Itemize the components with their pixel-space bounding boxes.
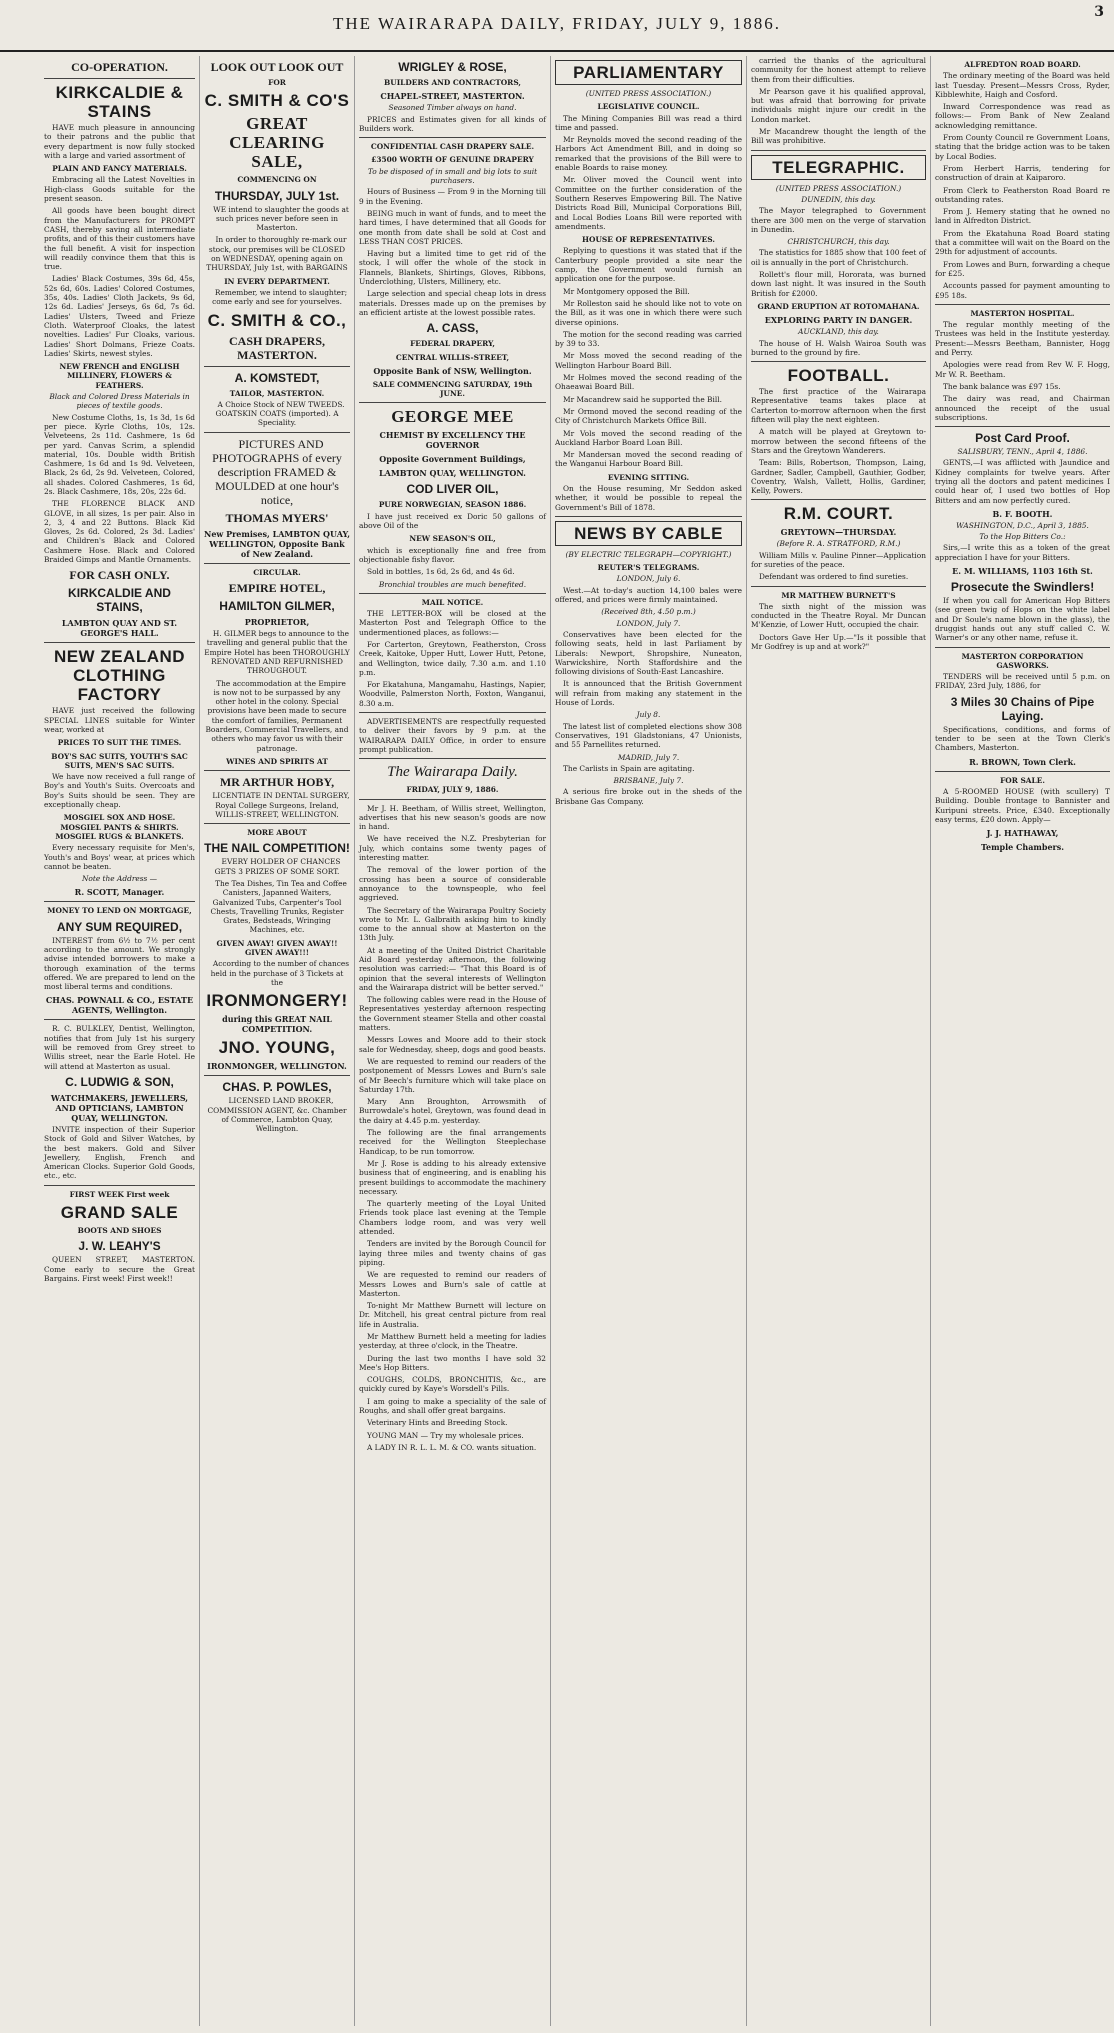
- divider: [204, 432, 350, 433]
- having-text: Having but a limited time to get rid of the stock, I will offer the whole of the stock in Flannels, Blankets, Shirtings, Gloves, Ribbons, Underclothing, Ulsters, Millinery, etc.: [359, 249, 546, 287]
- divider: [204, 366, 350, 367]
- divider: [204, 823, 350, 824]
- first-practice: The first practice of the Wairarapa Representative teams takes place at Carterton to-morrow afternoon when the first fifteen will play the next eighteen.: [751, 387, 926, 425]
- evening-sitting: EVENING SITTING.: [607, 472, 690, 482]
- queen-street: QUEEN STREET, MASTERTON. Come early to secure the Great Bargains. First week! First week!!: [44, 1255, 195, 1283]
- letter-box: THE LETTER-BOX will be closed at the Masterton Post and Telegraph Office to the undermentioned places, as follows:—: [359, 609, 546, 637]
- note-address: Note the Address —: [81, 874, 158, 884]
- divider: [359, 402, 546, 403]
- to-hop-bitters: To the Hop Bitters Co.:: [979, 532, 1066, 542]
- gilmer-text: H. GILMER begs to announce to the travelling and general public that the Empire Hotel has been THOROUGHLY RENOVATED AND REFURNISHED THROUGHOUT.: [204, 629, 350, 676]
- pyke-text: Mr Macandrew said he supported the Bill.: [563, 394, 722, 404]
- if-when: If when you call for American Hop Bitters (see green twig of Hops on the white label and Dr Soule's name blown in the glass), the druggist hands out any stuff called C. W. Warner's or any other name, refuse it.: [935, 596, 1110, 643]
- nail-competition: THE NAIL COMPETITION!: [204, 841, 350, 856]
- column-4: [551, 56, 747, 2026]
- post-card-proof: Post Card Proof.: [975, 431, 1070, 446]
- veterinary-news: Veterinary Hints and Breeding Stock.: [367, 1418, 508, 1428]
- chemist: CHEMIST BY EXCELLENCY THE GOVERNOR: [379, 430, 526, 451]
- statistics-text: The statistics for 1885 show that 100 feet of oil is annually in the port of Christchurch.: [751, 248, 926, 267]
- hamilton-gilmer: HAMILTON GILMER,: [219, 599, 335, 614]
- divider: [44, 78, 195, 79]
- williams-sign: E. M. WILLIAMS, 1103 16th St.: [952, 566, 1093, 577]
- new-premises: New Premises, LAMBTON QUAY, WELLINGTON, Opposite Bank of New Zealand.: [204, 528, 351, 559]
- any-sum-heading: ANY SUM REQUIRED,: [56, 919, 183, 934]
- wanganui-text: Mr Mandersan moved the second reading of the Wanganui Harbour Board Bill.: [555, 450, 742, 469]
- column-6: [931, 56, 1114, 2026]
- council-text: Mr. Oliver moved the Council went into Committee on the further consideration of the Southern Reserves Empowering Bill. The Native Districts Road Bill, Municipal Corporations Bill, and Local Bodies Loans Bill were reported with amendments.: [555, 175, 742, 231]
- charitable-news: At a meeting of the United District Charitable Aid Board yesterday afternoon, the following resolution was carried:— "That this Board is of opinion that the several interests of Wellington and the Wairarapa district will be better served.": [359, 945, 546, 992]
- grand-eruption: GRAND ERUPTION AT ROTOMAHANA.: [757, 301, 920, 311]
- column-5: [747, 56, 931, 2026]
- quarterly-news: The quarterly meeting of the Loyal United Friends took place last evening at the Temple Chambers lodge room, and was very well attended.: [359, 1199, 546, 1237]
- brown-sign: R. BROWN, Town Clerk.: [969, 756, 1076, 767]
- rm-court: R.M. COURT.: [783, 504, 894, 524]
- builders: BUILDERS AND CONTRACTORS,: [384, 78, 521, 87]
- sale-saturday: SALE COMMENCING SATURDAY, 19th JUNE.: [372, 379, 533, 399]
- ludwig-heading: C. LUDWIG & SON,: [65, 1074, 174, 1089]
- on-house: On the House resuming, Mr Seddon asked whether, it would be possible to repeal the Government's Bill of 1878.: [555, 483, 742, 512]
- goods-bought-text: All goods have been bought direct from the Manufacturers for PROMPT CASH, thereby saving all intermediate profits, and of this their customers have the full benefit. A visit for inspection will readily convince them that this is true.: [44, 206, 195, 272]
- grand-sale: GRAND SALE: [60, 1203, 179, 1223]
- pownall-sign: CHAS. POWNALL & CO., ESTATE AGENTS, Wellington.: [45, 995, 194, 1016]
- latest-text: The latest list of completed elections show 308 Conservatives, 191 Gladstonians, 47 Unionists, and 55 Parnellites returned.: [555, 721, 742, 750]
- during: during this GREAT NAIL COMPETITION.: [222, 1014, 332, 1035]
- divider: [359, 799, 546, 800]
- george-mee: GEORGE MEE: [391, 407, 514, 427]
- commencing: COMMENCING ON: [237, 175, 317, 185]
- dunedin-date: DUNEDIN, this day.: [801, 194, 876, 204]
- reynolds-text: Mr Reynolds moved the second reading of the Harbors Act Amendment Bill, and in doing so remarked that the provisions of the Bill were to enable Boards to raise money.: [555, 135, 742, 173]
- carlist-text: The Carlists in Spain are agitating.: [563, 763, 695, 773]
- wrigley-rose: WRIGLEY & ROSE,: [398, 60, 507, 74]
- divider: [935, 426, 1110, 427]
- mining-bill: The Mining Companies Bill was read a third time and passed.: [555, 113, 742, 132]
- new-season-oil: NEW SEASON'S OIL,: [409, 534, 496, 544]
- salisbury: SALISBURY, TENN., April 4, 1886.: [957, 447, 1088, 457]
- intend-text: WE intend to slaughter the goods at such prices never before seen in Masterton.: [213, 204, 349, 233]
- football-heading: FOOTBALL.: [787, 366, 890, 386]
- worth: £3500 WORTH OF GENUINE DRAPERY: [371, 155, 534, 165]
- hours: Hours of Business — From 9 in the Morning till 9 in the Evening.: [359, 187, 546, 206]
- token-text: Sirs,—I write this as a token of the great appreciation I have for your Bitters.: [935, 543, 1110, 562]
- gasworks-heading: MASTERTON CORPORATION GASWORKS.: [961, 651, 1084, 670]
- boots-shoes: BOOTS AND SHOES: [77, 1226, 162, 1236]
- bulkley-dentist: R. C. BULKLEY, Dentist, Wellington, notifies that from July 1st his surgery will be removed from Grey street to Willis street, near the Earle Hotel. He will attend at Masterton as usual.: [44, 1024, 195, 1071]
- hathaway-sign: J. J. HATHAWAY,: [986, 828, 1059, 839]
- cures-news: COUGHS, COLDS, BRONCHITIS, &c., are quickly cured by Kaye's Worsdell's Pills.: [359, 1375, 546, 1394]
- divider: [935, 771, 1110, 772]
- licensed-broker: LICENSED LAND BROKER, COMMISSION AGENT, &c. Chamber of Commerce, Lambton Quay, Wellington.: [207, 1096, 347, 1134]
- remember-text: Remember, we intend to slaughter; come early and see for yourselves.: [212, 287, 348, 307]
- mail-notice: MAIL NOTICE.: [421, 597, 484, 607]
- tenders-text: TENDERS will be received until 5 p.m. on FRIDAY, 23rd July, 1886, for: [935, 672, 1110, 691]
- bill-carried: Mr Ormond moved the second reading of the City of Christchurch Markets Office Bill.: [555, 406, 742, 426]
- choice-stock: A Choice Stock of NEW TWEEDS. GOATSKIN COATS (imported). A Speciality.: [215, 399, 345, 428]
- divider: [204, 563, 350, 564]
- auckland-date: AUCKLAND, this day.: [798, 327, 879, 337]
- accounts-passed: Accounts passed for payment amounting to £95 18s.: [935, 281, 1110, 300]
- smith-heading: C. SMITH & CO'S: [204, 91, 350, 111]
- beetham-news: Mr J. H. Beetham, of Willis street, Wellington, advertises that his new season's goods are now in hand.: [359, 803, 546, 832]
- divider: [204, 1075, 350, 1076]
- lambton-address: LAMBTON QUAY AND ST. GEORGE'S HALL.: [61, 618, 178, 639]
- christchurch-date: CHRISTCHURCH, this day.: [787, 237, 890, 247]
- specifications: Specifications, conditions, and forms of tender to be seen at the Town Clerk's Chambers, Masterton.: [935, 724, 1110, 753]
- divider: [359, 593, 546, 594]
- kirkcaldie-heading: KIRKCALDIE & STAINS: [55, 83, 184, 121]
- inward: Inward Correspondence was read as follows:— From Bank of New Zealand acknowledging remittance.: [935, 102, 1110, 130]
- fire-text: A serious fire broke out in the sheds of the Brisbane Gas Company.: [555, 787, 742, 806]
- requested-news: We are requested to remind our readers of the postponement of Messrs Lowes and Burn's sale of Mr Beech's furniture which will take place on Saturday 17th.: [359, 1056, 546, 1094]
- cash-drapers: CASH DRAPERS, MASTERTON.: [228, 333, 325, 362]
- large-selection: Large selection and special cheap lots in dress materials. Dresses made up on the premises by an efficient artiste at the lowest possible rates.: [359, 289, 546, 317]
- proprietor: PROPRIETOR,: [244, 617, 310, 628]
- replying-text: Replying to questions it was stated that if the Canterbury people provided a site near the camp, the Government would furnish an application one for the purpose.: [555, 246, 742, 284]
- clearing-sale: GREAT CLEARING SALE,: [229, 114, 325, 172]
- divider: [359, 758, 546, 759]
- watchmakers: WATCHMAKERS, JEWELLERS, AND OPTICIANS, LAMBTON QUAY, WELLINGTON.: [50, 1092, 189, 1123]
- opposite-bank: Opposite Bank of NSW, Wellington.: [373, 365, 532, 376]
- carried-text: carried the thanks of the agricultural community for the honest attempt to relieve them from their difficulties.: [751, 56, 926, 84]
- cable-copyright: (BY ELECTRIC TELEGRAPH—COPYRIGHT.): [565, 549, 732, 559]
- divider: [204, 770, 350, 771]
- dress-materials: Black and Colored Dress Materials in pieces of textile goods.: [49, 392, 190, 411]
- look-out: LOOK OUT LOOK OUT: [210, 60, 344, 74]
- disposed: To be disposed of in small and big lots to suit purchasers.: [367, 166, 538, 186]
- match-text: A match will be played at Greytown to-morrow between the second fifteens of the Stars and the Greytown Wanderers.: [751, 427, 926, 455]
- invite-text: INVITE inspection of their Superior Stock of Gold and Silver Watches, by the best makers. Gold and Silver Jewellery, English, French and American Clocks. Superior Gold Goods, etc., etc.: [44, 1124, 195, 1181]
- salvation-news: During the last two months I have sold 32 Mee's Hop Bitters.: [359, 1353, 546, 1372]
- gladstone-text: It is announced that the British Government will refrain from making any statement in the House of Lords.: [555, 679, 742, 708]
- daily-date: FRIDAY, JULY 9, 1886.: [406, 785, 499, 795]
- received: (Received 8th, 4.50 p.m.): [601, 607, 696, 617]
- cash-only: FOR CASH ONLY.: [69, 568, 170, 583]
- leahy-heading: J. W. LEAHY'S: [78, 1239, 161, 1254]
- mayor-text: The Mayor telegraphed to Government there are 300 men on the verge of starvation in Dunedin.: [751, 206, 926, 234]
- kirkcaldie-intro: HAVE much pleasure in announcing to their patrons and the public that every department is now fully stocked with a large and varied assortment of: [44, 123, 195, 160]
- madrid-date: MADRID, July 7.: [617, 752, 680, 762]
- harbour-news: Mr Matthew Burnett held a meeting for ladies yesterday, at three o'clock, in the Theatre.: [359, 1331, 546, 1351]
- in-order-text: In order to thoroughly re-mark our stock, our premises will be CLOSED on WEDNESDAY, opening again on THURSDAY, July 1st, with BARGAINS: [206, 235, 348, 273]
- mills-case: William Mills v. Pauline Pinner—Application for sureties of the peace.: [751, 550, 926, 569]
- komstedt: A. KOMSTEDT,: [234, 370, 320, 385]
- hop-bitters-text: Doctors Gave Her Up.—"Is it possible that Mr Godfrey is up and at work?": [751, 632, 926, 652]
- following-news: The following cables were read in the House of Representatives yesterday afternoon respecting the Government steamer Stella and other coastal matters.: [359, 995, 546, 1033]
- parsons-news: We have received the N.Z. Presbyterian for July, which contains some twenty pages of interesting matter.: [359, 834, 546, 863]
- being-text: BEING much in want of funds, and to meet the hard times, I have determined that all Goods for one month from date shall be sold at Cost and LESS THAN COST PRICES.: [359, 208, 546, 246]
- given-away: GIVEN AWAY! GIVEN AWAY!! GIVEN AWAY!!!: [216, 938, 338, 958]
- ulsters-list: Ladies' Black Costumes, 39s 6d, 45s, 52s 6d, 60s. Ladies' Colored Costumes, 35s, 40s. Ladies' Cloth Jackets, 9s 6d, 12s 6d. Ladies' Jerseys, 6s 6d, 7s 6d. Ladies' Ulsters, Tweed and Frieze Cloth. Waterproof Cloaks, the latest novelties. Ladies' Fur Cloaks, various. Ladies' Short Dolmans, Frieze Coats. Ladies' Skirts, newest styles.: [44, 274, 195, 358]
- plain-fancy: PLAIN AND FANCY MATERIALS.: [52, 164, 187, 174]
- burnett-news: To-night Mr Matthew Burnett will lecture on Dr. Mitchell, his great central picture from real life in Australia.: [359, 1301, 546, 1329]
- press-assoc: (UNITED PRESS ASSOCIATION.): [585, 89, 712, 98]
- telegraphic-heading: TELEGRAPHIC.: [751, 155, 926, 180]
- rollets-text: Rollett's flour mill, Hororata, was burned down last night. It was insured in the South British for £2000.: [751, 270, 926, 298]
- cooperation-heading: CO-OPERATION.: [71, 60, 168, 74]
- chapel-street: CHAPEL-STREET, MASTERTON.: [380, 91, 525, 102]
- conservatives-text: Conservatives have been elected for the following seats, held in last Parliament by Liberals: Newport, Shropshire, Nuneaton, Warwickshire, North Staffordshire and the following divisions of South-East Lancashire.: [555, 629, 742, 677]
- divider: [555, 516, 742, 517]
- every-dept: IN EVERY DEPARTMENT.: [224, 276, 330, 286]
- news-by-cable: NEWS BY CABLE: [555, 521, 742, 546]
- tailor: TAILOR, MASTERTON.: [229, 388, 325, 398]
- divider: [359, 137, 546, 138]
- pictures: PICTURES AND PHOTOGRAPHS of every description FRAMED & MOULDED at one hour's notice,: [212, 436, 342, 507]
- exploring-party: EXPLORING PARTY IN DANGER.: [764, 315, 913, 326]
- july8: July 8.: [636, 710, 661, 720]
- prosecute: Prosecute the Swindlers!: [950, 580, 1095, 595]
- column-2: [200, 56, 355, 2026]
- lambton-quay: LAMBTON QUAY, WELLINGTON.: [379, 468, 526, 479]
- gents-text: GENTS,—I was afflicted with Jaundice and Kidney complaints for twelve years. After trying all the doctors and patent medicines I could hear of, I used two bottles of Hop Bitters and am now perfectly cured.: [935, 458, 1110, 505]
- lady-news: A LADY IN R. L. L. M. & CO. wants situation.: [367, 1442, 537, 1452]
- advertisements: ADVERTISEMENTS are respectfully requested to deliver their favors by 9 p.m. at the WAIRARAPA DAILY Office, in order to ensure prompt publication.: [359, 717, 546, 754]
- bronchial: Bronchial troubles are much benefited.: [378, 579, 527, 589]
- daily-title: The Wairarapa Daily.: [387, 764, 518, 781]
- burnett-heading: MR MATTHEW BURNETT'S: [781, 590, 896, 600]
- legislative-council: LEGISLATIVE COUNCIL.: [597, 102, 700, 112]
- powles: CHAS. P. POWLES,: [222, 1080, 332, 1095]
- wines-spirits: WINES AND SPIRITS AT: [226, 756, 328, 766]
- arndt-news: Mary Ann Broughton, Arrowsmith of Burrowdale's hotel, Greytown, was found dead in the dairy at 4.45 p.m. yesterday.: [359, 1097, 546, 1125]
- masthead: [0, 0, 1114, 52]
- circular: CIRCULAR.: [253, 567, 301, 577]
- carterton-mail: For Carterton, Greytown, Featherston, Cross Creek, Kaitoke, Upper Hutt, Lower Hutt, Petone, and Wellington, twice daily, 7.30 a.m. and 1.10 p.m.: [359, 639, 546, 677]
- lowes-cheque: From Lowes and Burn, forwarding a cheque for £25.: [935, 259, 1110, 278]
- macandrew-text: Mr Macandrew thought the length of the Bill was prohibitive.: [751, 127, 926, 146]
- rose-news: Mr J. Rose is adding to his already extensive business that of engineering, and is enabling his present buildings to accommodate the machinery necessary.: [359, 1158, 546, 1196]
- every-holder: EVERY HOLDER OF CHANCES GETS 3 PRIZES OF SOME SORT.: [214, 857, 341, 876]
- ordinary-meeting: The ordinary meeting of the Board was held last Tuesday. Present—Messrs Cross, Ryder, Kibblewhite, Haigh and Cosford.: [935, 71, 1110, 99]
- hospital-meeting: The regular monthly meeting of the Trustees was held in the Institute yesterday. Present:—Messrs Beetham, Bannister, Hogg and Perry.: [935, 320, 1110, 358]
- every-necessary: Every necessary requisite for Men's, Youth's and Boys' wear, at prices which cannot be beaten.: [44, 843, 195, 871]
- youths-text: We have now received a full range of Boy's and Youth's Suits. Overcoats and Boy's Suits should be seen. They are exceptionally cheap.: [44, 772, 195, 810]
- thursday: THURSDAY, JULY 1st.: [214, 188, 340, 203]
- central-willis: CENTRAL WILLIS-STREET,: [395, 352, 510, 362]
- more-about: MORE ABOUT: [247, 828, 307, 838]
- rough-news: I am going to make a speciality of the sale of Roughs, and shall offer great bargains.: [359, 1396, 546, 1416]
- clerk-featherston: From Clerk to Featherston Road Board re outstanding rates.: [935, 185, 1110, 204]
- at-nail: According to the number of chances held in the purchase of 3 Tickets at the: [210, 959, 350, 987]
- secretary-news: The Secretary of the Wairarapa Poultry Society wrote to Mr. L. Galbraith asking him to kindly come to the annual show at Masterton on the 13th July.: [359, 905, 546, 943]
- divider: [751, 150, 926, 151]
- masthead-title: THE WAIRARAPA DAILY, FRIDAY, JULY 9, 1886.: [332, 14, 782, 33]
- column-1: [40, 56, 200, 2026]
- divider: [359, 712, 546, 713]
- house-reps: HOUSE OF REPRESENTATIVES.: [582, 235, 715, 245]
- divider: [751, 361, 926, 362]
- otago-text: Mr Vols moved the second reading of the Auckland Harbor Board Loan Bill.: [555, 428, 742, 447]
- divider: [44, 642, 195, 643]
- apologies: Apologies were read from Rev W. F. Hogg, Mr W. R. Beetham.: [935, 360, 1110, 379]
- sureties: Defendant was ordered to find sureties.: [759, 572, 909, 582]
- supported-text: Mr Pearson gave it his qualified approval, but was afraid that borrowing for private individuals might injure our credit in the London market.: [751, 86, 926, 124]
- walsh-text: The house of H. Walsh Wairoa South was burned to the ground by fire.: [751, 338, 926, 357]
- special-lines: HAVE just received the following SPECIAL LINES suitable for Winter wear, worked at: [44, 706, 195, 734]
- london-date: LONDON, July 6.: [616, 574, 681, 584]
- ekatahuna-board: From the Ekatahuna Road Board stating that a committee will wait on the Board on the 29th for adjustment of accounts.: [935, 228, 1110, 257]
- interest-text: INTEREST from 6½ to 7½ per cent according to the amount. We strongly advise intended borrowers to make a thorough examination of the terms offered. We are prepared to lend on the most liberal terms and conditions.: [44, 935, 195, 992]
- manch-text: Mr Moss moved the second reading of the Wellington Harbour Board Bill.: [555, 351, 742, 370]
- divider: [935, 304, 1110, 305]
- thomas-myers: THOMAS MYERS': [225, 510, 329, 525]
- temple-chambers: Temple Chambers.: [980, 842, 1065, 853]
- washington: WASHINGTON, D.C., April 3, 1885.: [956, 520, 1089, 530]
- pipe-laying: 3 Miles 30 Chains of Pipe Laying.: [950, 694, 1095, 723]
- divider: [44, 901, 195, 902]
- costume-cloths: New Costume Cloths, 1s, 1s 3d, 1s 6d per piece. Kyrle Cloths, 10s, 12s. Velveteens, 2s 11d. Cashmere, 1s 6d per yard. Canvas Scrim, a splendid material, 10s. Double width British Cashmere, 1s 6d and 1s 9d. Velveteen, Black, 2s 6d, 2s 9d. Velveteen, Colored, all shades. Colored Cashmeres, 1s 6d, 2s. Black Cashmere, 18s, 20s, 22s 6d.: [44, 412, 195, 496]
- tenders-news: Tenders are invited by the Borough Council for laying three miles and twenty chains of gas piping.: [359, 1239, 546, 1267]
- page-number: 3: [1094, 4, 1104, 20]
- divider: [751, 586, 926, 587]
- column-3: [355, 56, 551, 2026]
- smith-sign: C. SMITH & CO.,: [207, 310, 347, 330]
- florence-gloves: THE FLORENCE BLACK AND GLOVE, in all sizes, 1s per pair. Also in 2, 3, 4 and 22 Buttons. Black Kid Gloves, 2s 6d. Colored, 2s 3d. Ladies' and Children's Black and Colored Cashmere Hose. Black and Colored Braided Gimps and Mantle Ornaments.: [44, 499, 195, 565]
- sold-bottles: Sold in bottles, 1s 6d, 2s 6d, and 4s 6d.: [367, 567, 515, 577]
- tender-drain: From Herbert Harris, tendering for construction of drain at Kaiparoro.: [935, 163, 1110, 183]
- federal-drapery: FEDERAL DRAPERY,: [410, 339, 495, 349]
- london7-date: LONDON, July 7.: [616, 618, 681, 628]
- tea-dishes: The Tea Dishes, Tin Tea and Coffee Canisters, Japanned Waiters, Galvanized Tubs, Carpenter's Tool Chests, Travelling Trunks, Register Grates, Bedsteads, Wringing Machines, etc.: [210, 878, 347, 935]
- divider: [44, 1019, 195, 1020]
- young-man-news: YOUNG MAN — Try my wholesale prices.: [367, 1430, 524, 1440]
- hemery: From J. Hemery stating that he owned no land in Alfredton District.: [935, 207, 1110, 226]
- divider: [44, 1185, 195, 1186]
- before-rm: (Before R. A. STRATFORD, R.M.): [776, 539, 901, 549]
- prices-heading: PRICES TO SUIT THE TIMES.: [57, 738, 182, 748]
- for-text: FOR: [268, 78, 286, 87]
- money-heading: MONEY TO LEND ON MORTGAGE,: [47, 906, 192, 916]
- kirkcaldie-sign: KIRKCALDIE AND STAINS,: [68, 586, 171, 615]
- embracing-text: Embracing all the Latest Novelties in High-class Goods suitable for the present season.: [44, 175, 195, 204]
- opposite-govt: Opposite Government Buildings,: [379, 454, 526, 465]
- booth-sign: B. F. BOOTH.: [992, 508, 1053, 519]
- reuters: REUTER'S TELEGRAMS.: [597, 563, 700, 573]
- ironmonger: IRONMONGER, WELLINGTON.: [207, 1061, 347, 1072]
- bank-balance: The bank balance was £97 15s.: [943, 381, 1061, 391]
- jno-young: JNO. YOUNG,: [218, 1038, 336, 1058]
- for-sale: FOR SALE.: [1000, 775, 1045, 785]
- concert-news: The following are the final arrangements received for the Wellington Steeplechase Handicap, to be run tomorrow.: [359, 1128, 546, 1156]
- alfredton-heading: ALFREDTON ROAD BOARD.: [964, 60, 1081, 69]
- confidential-sale: CONFIDENTIAL CASH DRAPERY SALE.: [370, 142, 535, 152]
- removal-news: The removal of the lower portion of the crossing has been a source of considerable annoyance to the townspeople, who feel aggrieved.: [359, 865, 546, 903]
- divider: [751, 499, 926, 500]
- masterton-hospital: MASTERTON HOSPITAL.: [970, 308, 1075, 318]
- scott-manager: R. SCOTT, Manager.: [74, 887, 165, 898]
- ironmongery: IRONMONGERY!: [206, 991, 348, 1011]
- divider: [935, 647, 1110, 648]
- arthur-hoby: MR ARTHUR HOBY,: [219, 775, 335, 790]
- have-just: I have just received ex Doric 50 gallons of above Oil of the: [359, 511, 546, 531]
- seasoned-timber: Seasoned Timber always on hand.: [388, 103, 517, 113]
- moore-news: Messrs Lowes and Moore add to their stock sale for Wednesday, sheep, dogs and good beasts.: [359, 1035, 546, 1054]
- brisbane-date: BRISBANE, July 7.: [613, 776, 684, 786]
- empire-hotel: EMPIRE HOTEL,: [228, 581, 326, 596]
- house-text: A 5-ROOMED HOUSE (with scullery) T Building. Double frontage to Bannister and Kuripuni streets. Price, £340. Exceptionally easy terms, £20 down. Apply—: [935, 786, 1110, 824]
- accommodation: The accommodation at the Empire is now not to be surpassed by any other hotel in the colony. Special provisions have been made to secure the comfort of families, Permanent Boarders, Commercial Travellers, and others who may favor us with their patronage.: [205, 678, 349, 753]
- county-council: From County Council re Government Loans, stating that the bridge action was to be taken by Local Bodies.: [935, 133, 1110, 161]
- requested2-news: We are requested to remind our readers of Messrs Lowes and Burn's sale of cattle at Masterton.: [359, 1270, 546, 1298]
- first-week: FIRST WEEK First week: [69, 1189, 170, 1199]
- clothing-factory-heading: NEW ZEALAND CLOTHING FACTORY: [53, 647, 186, 705]
- greytown-thursday: GREYTOWN—THURSDAY.: [780, 527, 897, 538]
- parliamentary-heading: PARLIAMENTARY: [555, 60, 742, 85]
- mission-text: The sixth night of the mission was conducted in the Theatre Royal. Mr Duncan M'Kenzie, of Lower Hutt, occupied the chair.: [751, 601, 926, 630]
- cod-liver-oil: COD LIVER OIL,: [406, 482, 499, 497]
- boys-suits: BOY'S SAC SUITS, YOUTH'S SAC SUITS, MEN'S SAC SUITS.: [51, 751, 188, 770]
- prices-estimates: PRICES and Estimates given for all kinds of Builders work.: [359, 114, 546, 133]
- wool-sales: West.—At to-day's auction 14,100 bales were offered, and prices were firmly maintained.: [555, 585, 742, 605]
- fraser-text: Mr Rolleston said he should like not to vote on the Bill, as it was one in which there were such diverse opinions.: [555, 298, 742, 327]
- mosgiel: MOSGIEL SOX AND HOSE. MOSGIEL PANTS & SHIRTS. MOSGIEL RUGS & BLANKETS.: [55, 813, 184, 841]
- cass: A. CASS,: [426, 321, 479, 336]
- press-assoc: (UNITED PRESS ASSOCIATION.): [775, 183, 902, 193]
- which-is: which is exceptionally fine and free from objectionable fishy flavor.: [359, 545, 546, 564]
- team-text: Team: Bills, Robertson, Thompson, Laing, Gardner, Sadler, Campbell, Gauthier, Godber, Coventry, Walsh, Vallett, Hollis, Gardiner, Kelly, Powers.: [751, 458, 926, 496]
- second-reading: The motion for the second reading was carried by 39 to 33.: [555, 329, 742, 349]
- rolleston-text: Mr Holmes moved the second reading of the Ohaeawai Board Bill.: [555, 373, 742, 392]
- ekatahuna-mail: For Ekatahuna, Mangamahu, Hastings, Napier, Woodville, Palmerston North, Foxton, Wanganui, 8.30 a.m.: [359, 680, 546, 708]
- dairy-text: The dairy was read, and Chairman announced the receipt of the usual subscriptions.: [935, 394, 1110, 422]
- millinery-heading: NEW FRENCH and ENGLISH MILLINERY, FLOWERS & FEATHERS.: [59, 362, 180, 390]
- montgomery-text: Mr Montgomery opposed the Bill.: [563, 286, 690, 296]
- pure-norwegian: PURE NORWEGIAN, SEASON 1886.: [378, 500, 527, 510]
- licentiate: LICENTIATE IN DENTAL SURGERY, Royal College Surgeons, Ireland, WILLIS-STREET, WELLINGTON.: [212, 791, 350, 819]
